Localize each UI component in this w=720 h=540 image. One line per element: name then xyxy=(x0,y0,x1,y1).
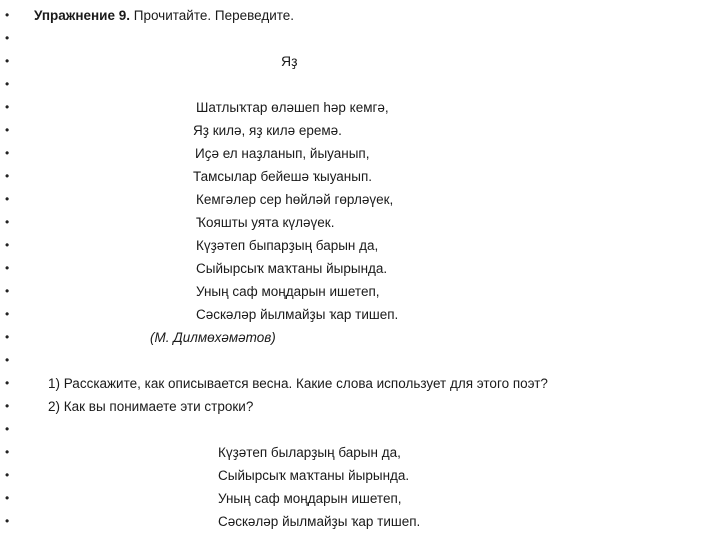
bullet: • xyxy=(5,468,10,482)
row xyxy=(0,280,720,303)
row xyxy=(0,50,720,73)
row xyxy=(0,510,720,533)
row xyxy=(0,119,720,142)
poem-author: (М. Дилмөхәмәтов) xyxy=(150,330,276,345)
row xyxy=(0,142,720,165)
stanza-line: Сәскәләр йылмайҙы ҡар тишеп. xyxy=(218,514,421,529)
poem-line: Шатлыҡтар өләшеп һәр кемгә, xyxy=(196,100,389,115)
poem-line: Уның саф моңдарын ишетеп, xyxy=(196,284,380,299)
poem-title: Яҙ xyxy=(281,53,298,69)
stanza-line: Күҙәтеп быларҙың барын да, xyxy=(218,445,401,460)
bullet: • xyxy=(5,307,10,321)
row xyxy=(0,188,720,211)
poem-line: Күҙәтеп быпарҙың барын да, xyxy=(196,238,379,253)
bullet: • xyxy=(5,284,10,298)
poem-line: Иҫә ел наҙланып, йыуанып, xyxy=(195,146,370,161)
row xyxy=(0,395,720,418)
row xyxy=(0,211,720,234)
bullet: • xyxy=(5,54,10,68)
row xyxy=(0,349,720,372)
row xyxy=(0,418,720,441)
row xyxy=(0,487,720,510)
row xyxy=(0,234,720,257)
row xyxy=(0,303,720,326)
poem-line: Ҡояшты уята күләүек. xyxy=(196,215,335,230)
bullet: • xyxy=(5,376,10,390)
bullet: • xyxy=(5,192,10,206)
bullet: • xyxy=(5,491,10,505)
bullet: • xyxy=(5,514,10,528)
row xyxy=(0,372,720,395)
bullet: • xyxy=(5,353,10,367)
row xyxy=(0,257,720,280)
stanza-line: Уның саф моңдарын ишетеп, xyxy=(218,491,402,506)
row xyxy=(0,326,720,349)
row xyxy=(0,73,720,96)
bullet: • xyxy=(5,77,10,91)
row xyxy=(0,165,720,188)
bullet: • xyxy=(5,399,10,413)
bullet: • xyxy=(5,261,10,275)
row xyxy=(0,27,720,50)
bullet: • xyxy=(5,146,10,160)
bullet: • xyxy=(5,445,10,459)
bullet: • xyxy=(5,422,10,436)
row xyxy=(0,464,720,487)
stanza-line: Сыйырсыҡ маҡтаны йырында. xyxy=(218,468,410,483)
exercise-instruction: Прочитайте. Переведите. xyxy=(130,8,295,23)
bullet: • xyxy=(5,169,10,183)
row xyxy=(0,441,720,464)
question: 2) Как вы понимаете эти строки? xyxy=(48,399,254,414)
bullet: • xyxy=(5,215,10,229)
bullet: • xyxy=(5,31,10,45)
poem-line: Яҙ килә, яҙ килә еремә. xyxy=(193,123,342,138)
poem-line: Тамсылар бейешә ҡыуанып. xyxy=(193,169,373,184)
bullet: • xyxy=(5,123,10,137)
exercise-label: Упражнение 9. xyxy=(34,8,130,23)
row xyxy=(0,4,720,27)
bullet: • xyxy=(5,330,10,344)
row xyxy=(0,96,720,119)
bullet: • xyxy=(5,238,10,252)
poem-line: Кемгәлер сер һөйләй гөрләүек, xyxy=(196,192,394,207)
question: 1) Расскажите, как описывается весна. Какие слова использует для этого поэт? xyxy=(48,376,548,391)
poem-line: Сыйырсыҡ маҡтаны йырында. xyxy=(196,261,388,276)
poem-line: Сәскәләр йылмайҙы ҡар тишеп. xyxy=(196,307,399,322)
bullet: • xyxy=(5,100,10,114)
exercise-header xyxy=(34,4,294,27)
bullet: • xyxy=(5,8,10,22)
